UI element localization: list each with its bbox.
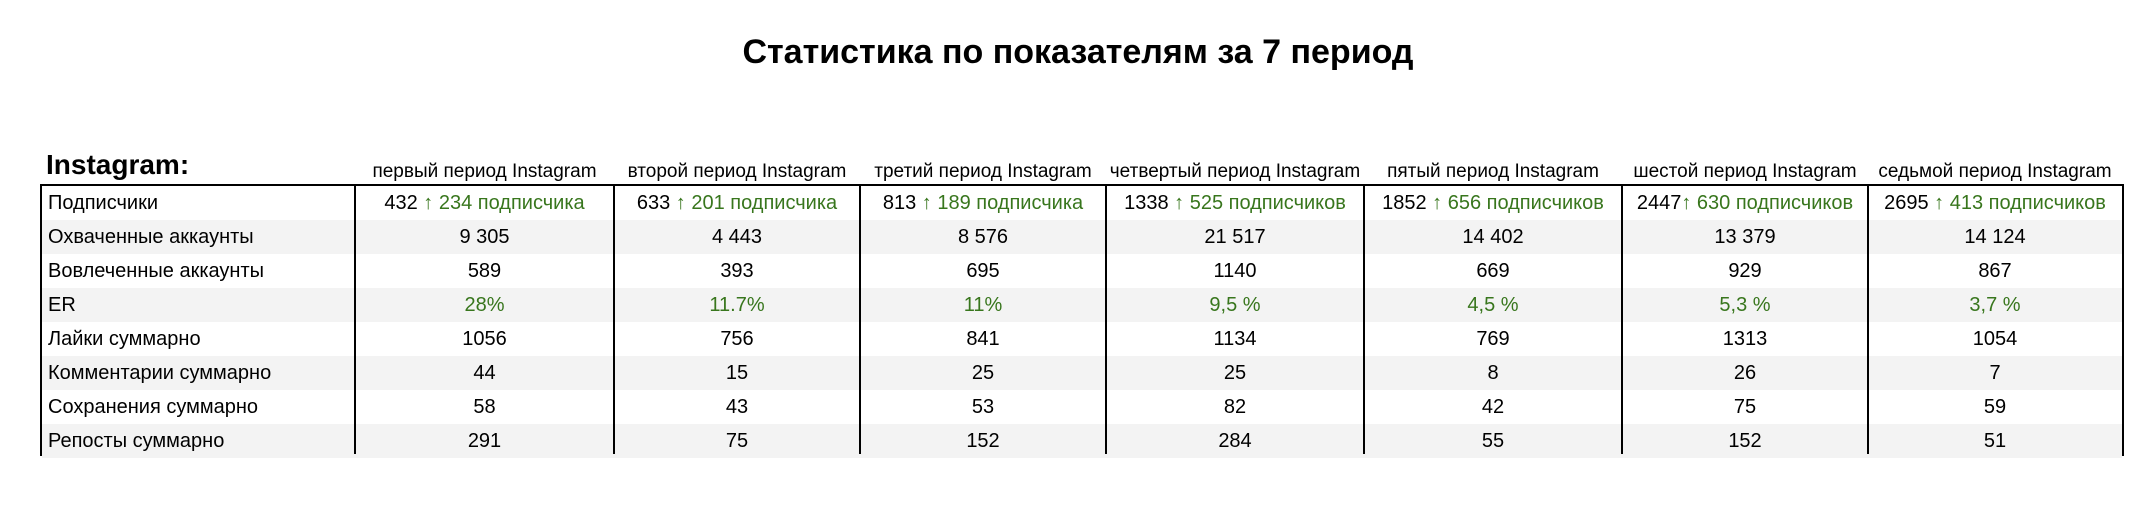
subscriber-cell	[1868, 186, 2122, 220]
subscriber-growth: ↑ 201 подписчика	[675, 192, 838, 214]
table-cell: 393	[720, 260, 754, 282]
statistics-table	[40, 184, 2124, 456]
column-divider	[613, 186, 615, 454]
subscriber-cell	[1106, 186, 1364, 220]
column-divider	[1867, 186, 1869, 454]
subscriber-cell	[860, 186, 1106, 220]
subscriber-cell	[1364, 186, 1622, 220]
table-cell: 55	[1481, 430, 1505, 452]
subscriber-growth: ↑ 656 подписчиков	[1432, 192, 1604, 214]
table-cell: 43	[725, 396, 749, 418]
table-cell: 28%	[464, 294, 505, 316]
row-label: Сохранения суммарно	[48, 396, 259, 418]
column-header-row	[0, 158, 2156, 186]
table-cell: 44	[473, 362, 496, 384]
row-label: Репосты суммарно	[48, 430, 225, 452]
column-divider	[354, 186, 356, 454]
table-cell: 867	[1978, 260, 2012, 282]
subscriber-count: 1338	[1124, 192, 1169, 214]
table-cell: 284	[1218, 430, 1252, 452]
column-header: седьмой период Instagram	[1878, 161, 2112, 182]
row-label: ER	[48, 294, 76, 316]
subscriber-growth: ↑ 630 подписчиков	[1681, 192, 1854, 214]
table-cell: 5,3 %	[1719, 294, 1771, 316]
table-cell: 21 517	[1204, 226, 1266, 248]
page-title: Статистика по показателям за 7 период	[742, 33, 1414, 71]
table-cell: 51	[1983, 430, 2007, 452]
table-cell: 152	[966, 430, 1000, 452]
table-cell: 82	[1223, 396, 1247, 418]
column-divider	[1105, 186, 1107, 454]
table-cell: 1056	[462, 328, 507, 350]
table-cell: 59	[1983, 396, 2007, 418]
subscriber-cell	[1622, 186, 1868, 220]
subscriber-growth: ↑ 413 подписчиков	[1934, 192, 2106, 214]
table-cell: 291	[467, 430, 502, 452]
subscriber-growth: ↑ 525 подписчиков	[1174, 192, 1346, 214]
table-cell: 929	[1728, 260, 1762, 282]
table-cell: 4 443	[711, 226, 763, 248]
table-cell: 25	[971, 362, 995, 384]
table-cell: 4,5 %	[1467, 294, 1519, 316]
table-cell: 75	[1733, 396, 1757, 418]
column-header: второй период Instagram	[627, 161, 847, 182]
subscriber-cell	[614, 186, 860, 220]
table-cell: 13 379	[1714, 226, 1776, 248]
table-cell: 695	[966, 260, 1000, 282]
table-cell: 42	[1481, 396, 1505, 418]
column-header: четвертый период Instagram	[1109, 161, 1361, 182]
subscriber-count: 2447	[1636, 192, 1682, 214]
row-label: Вовлеченные аккаунты	[48, 260, 264, 282]
subscriber-count: 813	[882, 192, 917, 214]
table-cell: 1054	[1972, 328, 2018, 350]
table-cell: 75	[725, 430, 749, 452]
section-label: Instagram:	[46, 149, 190, 180]
table-cell: 669	[1476, 260, 1510, 282]
table-cell: 1313	[1722, 328, 1768, 350]
subscriber-growth: ↑ 189 подписчика	[921, 192, 1084, 214]
row-label: Охваченные аккаунты	[48, 226, 254, 248]
table-cell: 152	[1728, 430, 1762, 452]
table-cell: 1134	[1213, 328, 1257, 350]
column-header: третий период Instagram	[874, 161, 1092, 182]
subscriber-count: 432	[384, 192, 418, 214]
table-cell: 756	[720, 328, 754, 350]
table-cell: 11%	[963, 294, 1003, 316]
table-cell: 3,7 %	[1969, 294, 2021, 316]
column-divider	[1363, 186, 1365, 454]
column-divider	[859, 186, 861, 454]
subscriber-count: 633	[636, 192, 671, 214]
table-cell: 53	[971, 396, 995, 418]
table-cell: 1140	[1213, 260, 1257, 282]
table-cell: 14 124	[1964, 226, 2026, 248]
subscriber-count: 2695	[1884, 192, 1929, 214]
table-cell: 9,5 %	[1209, 294, 1261, 316]
table-cell: 15	[725, 362, 749, 384]
subscriber-growth: ↑ 234 подписчика	[423, 192, 585, 214]
table-cell: 9 305	[459, 226, 510, 248]
table-cell: 7	[1989, 362, 2001, 384]
table-cell: 26	[1733, 362, 1757, 384]
table-cell: 8 576	[957, 226, 1009, 248]
column-header: пятый период Instagram	[1387, 161, 1599, 182]
table-cell: 841	[966, 328, 1000, 350]
table-cell: 58	[473, 396, 496, 418]
table-cell: 25	[1223, 362, 1247, 384]
table-cell: 769	[1476, 328, 1510, 350]
table-cell: 14 402	[1462, 226, 1524, 248]
row-label: Подписчики	[48, 192, 159, 214]
column-divider	[1621, 186, 1623, 454]
table-cell: 589	[467, 260, 502, 282]
table-cell: 11.7%	[709, 294, 765, 316]
row-label: Комментарии суммарно	[48, 362, 272, 384]
row-label: Лайки суммарно	[48, 328, 201, 350]
subscriber-count: 1852	[1382, 192, 1427, 214]
subscriber-cell	[355, 186, 614, 220]
column-header: первый период Instagram	[372, 161, 597, 182]
table-cell: 8	[1487, 362, 1499, 384]
column-header: шестой период Instagram	[1633, 161, 1857, 182]
